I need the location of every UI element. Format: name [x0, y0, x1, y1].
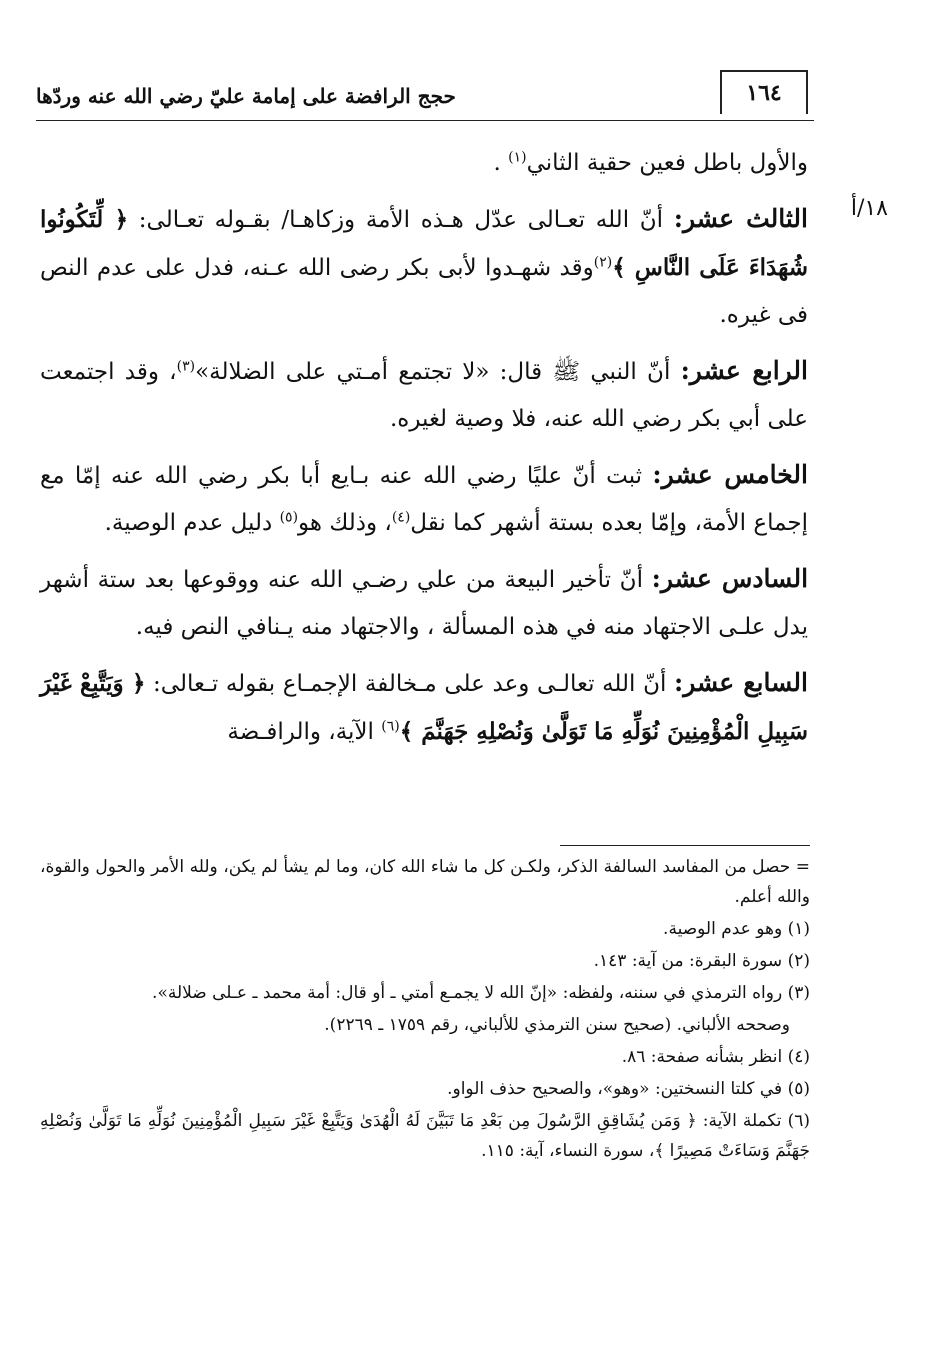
running-title [36, 84, 636, 108]
paragraph-thirteenth [40, 195, 808, 339]
margin-folio-reference: ١٨/أ [850, 196, 888, 221]
footnote-marker: (٢) [593, 254, 613, 271]
footnote-2: (٢) سورة البقرة: من آية: ١٤٣. [593, 951, 810, 971]
paragraph-heading: الخامس عشر: [652, 460, 808, 489]
footnote-marker: (١) [508, 149, 527, 166]
paragraph-heading: الرابع عشر: [680, 356, 808, 385]
footnote-marker: (٦) [381, 718, 400, 735]
paragraph-heading: السادس عشر: [651, 564, 809, 593]
quran-verse: ﴿ لِّتَكُونُوا شُهَدَاءَ عَلَى النَّاسِ ﴾ [40, 206, 808, 281]
main-text [40, 140, 808, 764]
paragraph-heading: الثالث عشر: [673, 204, 808, 233]
paragraph-text: دليل عدم الوصية. [104, 510, 280, 536]
paragraph-seventeenth [40, 659, 808, 756]
paragraph-heading: السابع عشر: [673, 668, 808, 697]
paragraph-fifteenth [40, 451, 808, 547]
footnote-5: (٥) في كلتا النسختين: «وهو»، والصحيح حذف الواو. [447, 1079, 810, 1099]
paragraph-continuation [40, 140, 808, 187]
paragraph-fourteenth [40, 347, 808, 443]
footnote-3: (٣) رواه الترمذي في سننه، ولفظه: «إنّ الله لا يجمـع أمتي ـ أو قال: أمة محمد ـ عـلى ضلالة». [152, 983, 810, 1003]
footnote-4: (٤) انظر بشأنه صفحة: ٨٦. [621, 1047, 810, 1067]
footnote-3-continuation: وصححه الألباني. (صحيح سنن الترمذي للألباني، رقم ١٧٥٩ ـ ٢٢٦٩). [324, 1015, 790, 1035]
paragraph-text: ، وذلك هو [298, 510, 392, 536]
paragraph-text: ، وقد اجتمعت على أبي بكر رضي الله عنه، فلا وصية لغيره. [40, 359, 808, 432]
footnote-marker: (٣) [176, 358, 196, 375]
paragraph-text: ثبت أنّ عليًا رضي الله عنه بـايع أبا بكر رضي الله عنه إمّا مع إجماع الأمة، وإمّا بعده بستة أشهر كما نقل [40, 463, 808, 536]
footnote-marker: (٥) [279, 509, 299, 526]
paragraph-text: أنّ الله تعـالى عدّل هـذه الأمة وزكاهـا/ بقـوله تعـالى: [128, 207, 674, 233]
footnote-1: (١) وهو عدم الوصية. [663, 919, 810, 939]
paragraph-text: الآية، والرافـضة [227, 719, 382, 745]
paragraph-text: . [493, 150, 509, 176]
paragraph-text: أنّ الله تعالـى وعد على مـخالفة الإجمـاع بقوله تـعالى: [145, 671, 674, 697]
footnote-marker: (٤) [391, 509, 411, 526]
paragraph-text: أنّ النبي ﷺ قال: «لا تجتمع أمـتي على الضلالة» [195, 359, 681, 385]
paragraph-sixteenth [40, 555, 808, 651]
footnote-6: (٦) تكملة الآية: ﴿ وَمَن يُشَاقِقِ الرَّسُولَ مِن بَعْدِ مَا تَبَيَّنَ لَهُ الْهُدَىٰ وَيَتَّبِعْ غَيْرَ سَبِيلِ الْمُؤْمِنِينَ نُوَلِّهِ مَا تَوَلَّىٰ وَنُصْلِهِ جَهَنَّمَ وَسَاءَتْ مَصِيرًا ﴾، سورة النساء، آية: ١١٥. [40, 1111, 810, 1161]
footnote-continuation: = حصل من المفاسد السالفة الذكر، ولكـن كل ما شاء الله كان، وما لم يشأ لم يكن، ولله الأمر والحول والقوة، والله أعلم. [40, 857, 810, 907]
running-title-text: حجج الرافضة على إمامة عليّ رضي الله عنه وردّها [36, 84, 456, 108]
paragraph-text: وقد شهـدوا لأبى بكر رضى الله عـنه، فدل على عدم النص فى غيره. [40, 255, 808, 328]
page-header [36, 70, 814, 121]
footnote-separator [560, 845, 810, 846]
paragraph-text: أنّ تأخير البيعة من علي رضـي الله عنه ووقوعها بعد ستة أشهر يدل علـى الاجتهاد منه في هذه المسألة ، والاجتهاد منه يـنافي النص فيه. [40, 567, 808, 640]
paragraph-text: والأول باطل فعين حقية الثاني [526, 150, 808, 176]
quran-verse: ﴿ وَيَتَّبِعْ غَيْرَ سَبِيلِ الْمُؤْمِنِينَ نُوَلِّهِ مَا تَوَلَّىٰ وَنُصْلِهِ جَهَنَّمَ ﴾ [40, 670, 808, 745]
footnotes [40, 852, 810, 1168]
page-number: ١٦٤ [720, 70, 808, 114]
